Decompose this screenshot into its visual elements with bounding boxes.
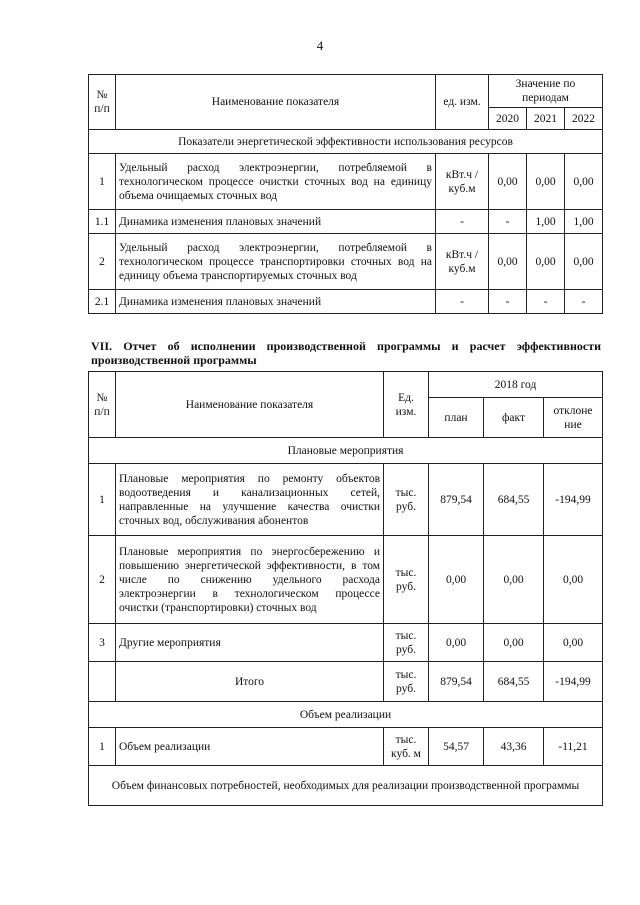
header-unit: ед. изм.	[436, 75, 489, 130]
row-unit: тыс. руб.	[384, 464, 429, 536]
table-row	[89, 234, 603, 290]
header-year-2020: 2020	[489, 108, 527, 130]
row-name: Динамика изменения плановых значений	[116, 290, 436, 314]
row-value: -194,99	[544, 464, 603, 536]
table-row	[89, 210, 603, 234]
row-value: 684,55	[484, 662, 544, 702]
row-unit: кВт.ч / куб.м	[436, 234, 489, 290]
row-name: Другие мероприятия	[116, 624, 384, 662]
row-num: 2	[89, 536, 116, 624]
row-unit: тыс. руб.	[384, 662, 429, 702]
row-name: Удельный расход электроэнергии, потребляемой в технологическом процессе очистки сточных вод на единицу объема очищаемых сточных вод	[116, 154, 436, 210]
row-value: 0,00	[429, 624, 484, 662]
row-name: Удельный расход электроэнергии, потребляемой в технологическом процессе транспортировки сточных вод на единицу объема транспортируемых сточных вод	[116, 234, 436, 290]
header-year: 2018 год	[429, 372, 603, 398]
row-name: Плановые мероприятия по ремонту объектов водоотведения и канализационных сетей, направленные на улучшение качества очистки сточных вод, обслуживания абонентов	[116, 464, 384, 536]
row-value: 0,00	[527, 154, 565, 210]
section-planned: Плановые мероприятия	[89, 438, 603, 464]
row-name: Динамика изменения плановых значений	[116, 210, 436, 234]
row-num: 1.1	[89, 210, 116, 234]
header-plan: план	[429, 398, 484, 438]
header-values: Значение по периодам	[489, 75, 603, 108]
row-value: 0,00	[565, 154, 603, 210]
header-num: № п/п	[89, 75, 116, 130]
table-row	[89, 464, 603, 536]
row-value: 0,00	[544, 624, 603, 662]
row-value: 1,00	[565, 210, 603, 234]
row-value: -	[489, 210, 527, 234]
table-row	[89, 154, 603, 210]
row-value: -11,21	[544, 728, 603, 766]
row-unit: тыс. руб.	[384, 536, 429, 624]
header-year-2022: 2022	[565, 108, 603, 130]
row-unit: тыс. куб. м	[384, 728, 429, 766]
row-value: 0,00	[489, 234, 527, 290]
table-row	[89, 624, 603, 662]
total-row	[89, 662, 603, 702]
row-value: 54,57	[429, 728, 484, 766]
row-unit: кВт.ч / куб.м	[436, 154, 489, 210]
row-value: 1,00	[527, 210, 565, 234]
row-value: 0,00	[527, 234, 565, 290]
header-deviation: отклоне ние	[544, 398, 603, 438]
row-unit: тыс. руб.	[384, 624, 429, 662]
header-name: Наименование показателя	[116, 75, 436, 130]
row-num: 1	[89, 464, 116, 536]
row-num: 1	[89, 154, 116, 210]
row-name: Объем реализации	[116, 728, 384, 766]
row-value: -	[565, 290, 603, 314]
row-num: 3	[89, 624, 116, 662]
header-num: № п/п	[89, 372, 116, 438]
row-value: 684,55	[484, 464, 544, 536]
production-program-table	[88, 371, 603, 806]
total-label: Итого	[116, 662, 384, 702]
section-heading: VII. Отчет об исполнении производственной программы и расчет эффективности производственной программы	[91, 339, 601, 367]
row-value: 43,36	[484, 728, 544, 766]
table-row	[89, 290, 603, 314]
header-unit: Ед. изм.	[384, 372, 429, 438]
row-value: 0,00	[484, 624, 544, 662]
row-value: 879,54	[429, 464, 484, 536]
row-value: 879,54	[429, 662, 484, 702]
row-value: -	[489, 290, 527, 314]
row-num-empty	[89, 662, 116, 702]
row-value: 0,00	[489, 154, 527, 210]
header-fact: факт	[484, 398, 544, 438]
page-number: 4	[316, 38, 324, 53]
row-value: -194,99	[544, 662, 603, 702]
row-value: 0,00	[484, 536, 544, 624]
row-unit: -	[436, 210, 489, 234]
table-row	[89, 728, 603, 766]
section-volume: Объем реализации	[89, 702, 603, 728]
row-num: 2.1	[89, 290, 116, 314]
row-num: 1	[89, 728, 116, 766]
row-value: 0,00	[429, 536, 484, 624]
row-value: -	[527, 290, 565, 314]
section-financial-needs: Объем финансовых потребностей, необходимых для реализации производственной программы	[89, 766, 603, 806]
header-name: Наименование показателя	[116, 372, 384, 438]
row-name: Плановые мероприятия по энергосбережению и повышению энергетической эффективности, в том числе по снижению удельного расхода электроэнергии в технологическом процессе очистки (транспортировки) сточных вод	[116, 536, 384, 624]
row-unit: -	[436, 290, 489, 314]
row-value: 0,00	[544, 536, 603, 624]
row-value: 0,00	[565, 234, 603, 290]
row-num: 2	[89, 234, 116, 290]
header-year-2021: 2021	[527, 108, 565, 130]
table-row	[89, 536, 603, 624]
section-energy: Показатели энергетической эффективности использования ресурсов	[89, 130, 603, 154]
energy-efficiency-table	[88, 74, 603, 314]
